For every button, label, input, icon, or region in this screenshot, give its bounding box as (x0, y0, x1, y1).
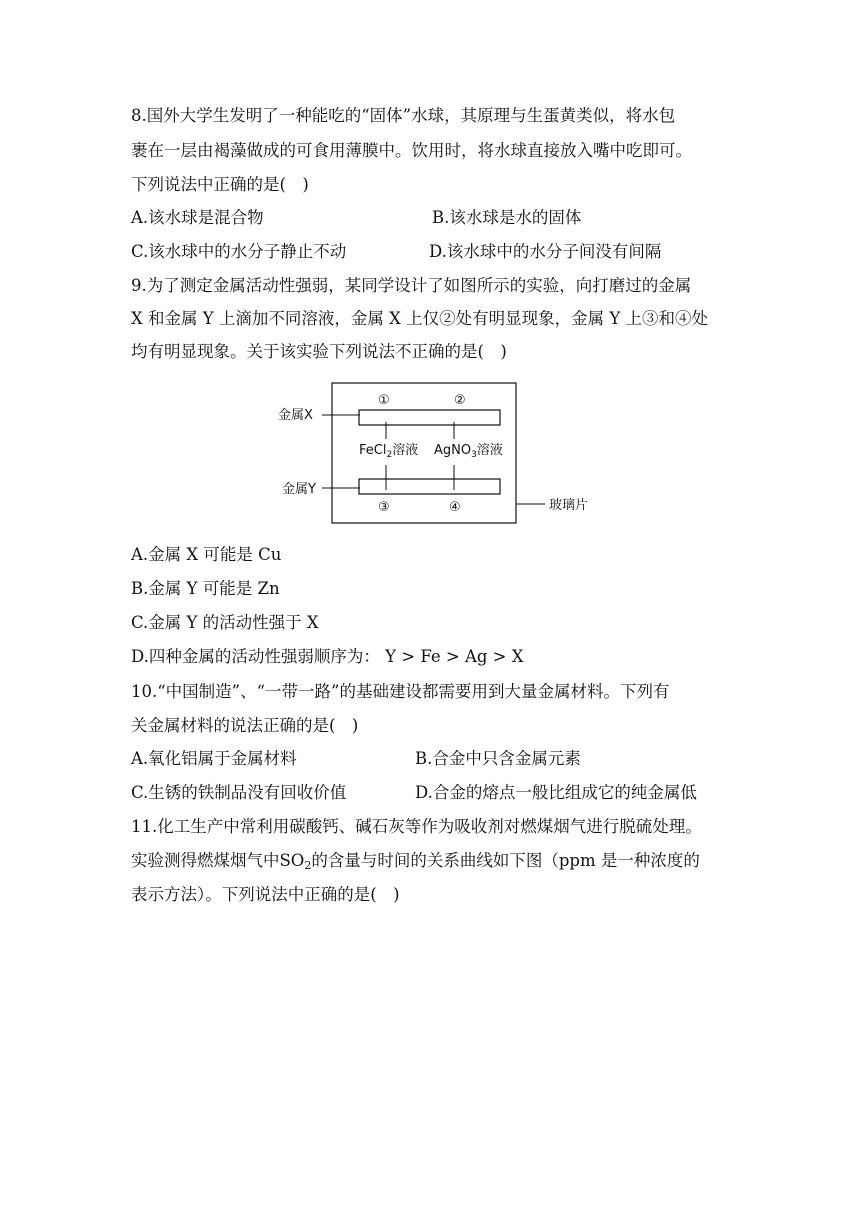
metal-y-strip (359, 479, 500, 494)
position-2-label: ② (454, 393, 466, 408)
q8-stem-line-1: 8.国外大学生发明了一种能吃的“固体”水球，其原理与生蛋黄类似，将水包 (131, 106, 676, 125)
q11-line-2-part-a: 实验测得燃煤烟气中 (131, 851, 280, 870)
q9-stem-line-2: X 和金属 Y 上滴加不同溶液，金属 X 上仅②处有明显现象，金属 Y 上③和④处 (131, 309, 708, 328)
q9-stem-line-3: 均有明显现象。关于该实验下列说法不正确的是( ) (131, 342, 507, 361)
q9-option-d: D.四种金属的活动性强弱顺序为： Y > Fe > Ag > X (131, 647, 524, 666)
q10-option-d: D.合金的熔点一般比组成它的纯金属低 (415, 783, 697, 802)
q11-stem-line-3: 表示方法）。下列说法中正确的是( ) (131, 885, 400, 904)
q8-option-a: A.该水球是混合物 (131, 208, 264, 227)
metal-x-label: 金属X (278, 408, 313, 423)
glass-label: 玻璃片 (549, 498, 589, 513)
metal-x-strip (359, 410, 500, 425)
q8-option-b: B.该水球是水的固体 (432, 208, 582, 227)
experiment-diagram (270, 380, 600, 530)
metal-y-label: 金属Y (282, 482, 316, 497)
q11-stem-line-2 (131, 849, 700, 873)
q11-stem-line-1: 11.化工生产中常利用碳酸钙、碱石灰等作为吸收剂对燃煤烟气进行脱硫处理。 (131, 817, 702, 836)
q10-option-b: B.合金中只含金属元素 (415, 749, 581, 768)
experiment-diagram-svg (270, 380, 600, 530)
position-1-label: ① (378, 393, 390, 408)
position-4-label: ④ (449, 500, 461, 515)
q9-option-c: C.金属 Y 的活动性强于 X (131, 613, 319, 632)
q8-option-c: C.该水球中的水分子静止不动 (131, 242, 347, 261)
q9-option-b: B.金属 Y 可能是 Zn (131, 579, 280, 598)
q8-option-d: D.该水球中的水分子间没有间隔 (429, 242, 662, 261)
q11-line-2-part-b: 的含量与时间的关系曲线如下图（ppm 是一种浓度的 (311, 851, 700, 870)
agno3-solution-label: AgNO$_3$溶液 (434, 443, 503, 460)
so2-formula: $SO_2$ (279, 851, 312, 872)
q10-stem-line-2: 关金属材料的说法正确的是( ) (131, 716, 359, 735)
q8-stem-line-3: 下列说法中正确的是( ) (131, 175, 309, 194)
q10-option-c: C.生锈的铁制品没有回收价值 (131, 783, 347, 802)
fecl2-solution-label: FeCl$_2$溶液 (359, 443, 419, 460)
q9-option-a: A.金属 X 可能是 Cu (131, 545, 282, 564)
q10-option-a: A.氧化铝属于金属材料 (131, 749, 297, 768)
q9-stem-line-1: 9.为了测定金属活动性强弱，某同学设计了如图所示的实验，向打磨过的金属 (131, 276, 692, 295)
q10-stem-line-1: 10.“中国制造”、“一带一路”的基础建设都需要用到大量金属材料。下列有 (131, 682, 670, 701)
position-3-label: ③ (378, 500, 390, 515)
q8-stem-line-2: 裹在一层由褐藻做成的可食用薄膜中。饮用时，将水球直接放入嘴中吃即可。 (131, 141, 692, 160)
